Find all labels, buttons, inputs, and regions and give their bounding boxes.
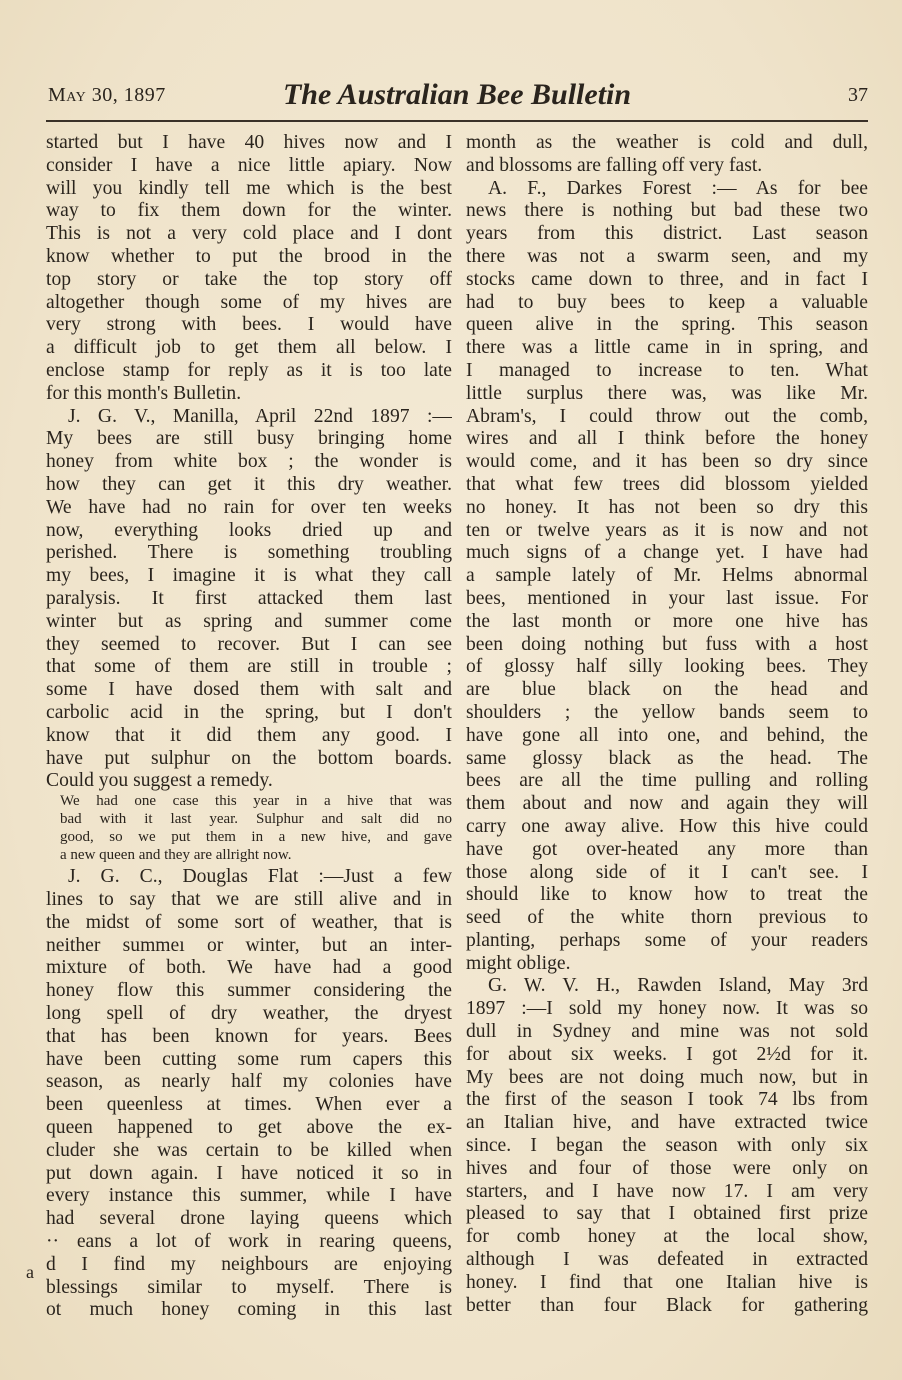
text-line: bees, mentioned in your last issue. For — [466, 587, 868, 609]
text-line: month as the weather is cold and dull, — [466, 132, 868, 153]
text-line: honey. I find that one Italian hive is — [466, 1271, 868, 1293]
text-line: pleased to say that I obtained first prize — [466, 1203, 868, 1225]
text-line: there was not a swarm seen, and my — [466, 245, 868, 267]
text-line: there was a little came in in spring, and — [466, 337, 868, 359]
text-line: the last month or more one hive has — [466, 610, 868, 632]
text-line: those along side of it I can't see. I — [466, 861, 868, 883]
text-line: little surplus there was, was like Mr. — [466, 382, 868, 404]
text-line: a sample lately of Mr. Helms abnormal — [466, 565, 868, 587]
text-line: an Italian hive, and have extracted twice — [466, 1112, 868, 1134]
text-line: cluder she was certain to be killed when — [46, 1139, 452, 1161]
text-line: for comb honey at the local show, — [466, 1226, 868, 1248]
text-line: and blossoms are falling off very fast. — [466, 154, 763, 176]
text-line: ·· eans a lot of work in rearing queens, — [46, 1231, 452, 1253]
text-line: My bees are not doing much now, but in — [466, 1066, 868, 1088]
text-line: been doing nothing but fuss with a host — [466, 633, 868, 655]
text-line: long spell of dry weather, the dryest — [46, 1003, 452, 1025]
text-line: put down again. I have noticed it so in — [46, 1162, 452, 1184]
text-line: for this month's Bulletin. — [46, 382, 242, 404]
text-line: top story or take the top story off — [46, 268, 452, 290]
text-line: some I have dosed them with salt and — [46, 679, 452, 701]
text-line: season, as nearly half my colonies have — [46, 1071, 452, 1093]
text-line: mixture of both. We have had a good — [46, 957, 452, 979]
text-line: although I was defeated in extracted — [466, 1249, 868, 1271]
text-line: way to fix them down for the winter. — [46, 200, 452, 222]
text-line: had several drone laying queens which — [46, 1208, 452, 1230]
text-line: every instance this summer, while I have — [46, 1185, 452, 1207]
text-line: same glossy black as the head. The — [466, 747, 868, 769]
text-line: queen alive in the spring. This season — [466, 314, 868, 336]
left-column — [46, 132, 452, 1322]
text-line: We have had no rain for over ten weeks — [46, 496, 452, 518]
text-line: ot much honey coming in this last — [46, 1299, 452, 1321]
text-line: Abram's, I could throw out the comb, — [466, 405, 868, 427]
text-line: J. G. C., Douglas Flat :—Just a few — [68, 866, 452, 888]
text-line: know that it did them any good. I — [46, 724, 452, 746]
text-line: since. I began the season with only six — [466, 1135, 868, 1157]
text-line: might oblige. — [466, 952, 571, 974]
running-header — [46, 74, 868, 118]
text-line: This is not a very cold place and I dont — [46, 223, 452, 245]
text-line: that has been known for years. Bees — [46, 1025, 452, 1047]
text-line: honey from white box ; the wonder is — [46, 451, 452, 473]
margin-mark: a — [26, 1262, 34, 1282]
text-line: the midst of some sort of weather, that is — [46, 911, 452, 933]
text-line: ten or twelve years as it is now and not — [466, 519, 868, 541]
text-line: had to buy bees to keep a valuable — [466, 291, 868, 313]
text-line: consider I have a nice little apiary. Now — [46, 154, 452, 176]
text-line: better than four Black for gathering — [466, 1294, 868, 1316]
text-line: of glossy half silly looking bees. They — [466, 656, 868, 678]
text-line: been queenless at times. When ever a — [46, 1094, 452, 1116]
text-line: seed of the white thorn previous to — [466, 907, 868, 929]
text-line: for about six weeks. I got 2½d for it. — [466, 1043, 868, 1065]
text-line: shoulders ; the yellow bands seem to — [466, 701, 868, 723]
text-line: very strong with bees. I would have — [46, 314, 452, 336]
text-line: news there is nothing but bad these two — [466, 200, 868, 222]
text-line: them about and now and again they will — [466, 793, 868, 815]
header-date: May 30, 1897 — [48, 84, 166, 106]
text-line: have been cutting some rum capers this — [46, 1048, 452, 1070]
editor-note-line: a new queen and they are allright now. — [60, 846, 292, 863]
text-line: Could you suggest a remedy. — [46, 770, 273, 792]
text-line: queen happened to get above the ex- — [46, 1117, 452, 1139]
text-line: hives and four of those were only on — [466, 1157, 868, 1179]
text-line: perished. There is something troubling — [46, 542, 452, 564]
text-line: no honey. It has not been so dry this — [466, 496, 868, 518]
text-line: how they can get it this dry weather. — [46, 473, 452, 495]
text-line: carbolic acid in the spring, but I don't — [46, 701, 452, 723]
text-line: bees are all the time pulling and rolling — [466, 770, 868, 792]
text-line: know whether to put the brood in the — [46, 245, 452, 267]
text-line: will you kindly tell me which is the best — [46, 177, 452, 199]
text-line: I managed to increase to ten. What — [466, 359, 868, 381]
text-line: have got over-heated any more than — [466, 838, 868, 860]
text-line: a difficult job to get them all below. I — [46, 337, 452, 359]
text-line: the first of the season I took 74 lbs from — [466, 1089, 868, 1111]
text-line: starters, and I have now 17. I am very — [466, 1180, 868, 1202]
text-line: now, everything looks dried up and — [46, 519, 452, 541]
text-line: started but I have 40 hives now and I — [46, 132, 452, 153]
text-line: My bees are still busy bringing home — [46, 428, 452, 450]
text-line: honey flow this summer considering the — [46, 980, 452, 1002]
text-line: dull in Sydney and mine was not sold — [466, 1021, 868, 1043]
page-number: 37 — [848, 84, 868, 106]
text-line: A. F., Darkes Forest :— As for bee — [488, 177, 868, 199]
text-line: enclose stamp for reply as it is too late — [46, 359, 452, 381]
text-line: my bees, I imagine it is what they call — [46, 565, 452, 587]
text-line: winter but as spring and summer come — [46, 610, 452, 632]
text-line: J. G. V., Manilla, April 22nd 1897 :— — [68, 405, 452, 427]
text-line: 1897 :—I sold my honey now. It was so — [466, 998, 868, 1020]
text-line: would come, and it has been so dry since — [466, 451, 868, 473]
text-line: G. W. V. H., Rawden Island, May 3rd — [488, 975, 868, 997]
text-line: should like to know how to treat the — [466, 884, 868, 906]
text-line: stocks came down to three, and in fact I — [466, 268, 868, 290]
text-line: lines to say that we are still alive and in — [46, 889, 452, 911]
text-line: have put sulphur on the bottom boards. — [46, 747, 452, 769]
text-line: carry one away alive. How this hive could — [466, 815, 868, 837]
text-line: d I find my neighbours are enjoying — [46, 1253, 452, 1275]
text-line: altogether though some of my hives are — [46, 291, 452, 313]
header-title: The Australian Bee Bulletin — [282, 78, 632, 111]
editor-note-line: We had one case this year in a hive that was — [60, 793, 452, 810]
text-line: neither summeı or winter, but an inter- — [46, 934, 452, 956]
editor-note-line: good, so we put them in a new hive, and gave — [60, 828, 452, 845]
text-line: planting, perhaps some of your readers — [466, 929, 868, 951]
text-line: are blue black on the head and — [466, 679, 868, 701]
text-line: paralysis. It first attacked them last — [46, 587, 452, 609]
right-column — [466, 132, 868, 1317]
text-line: that some of them are still in trouble ; — [46, 656, 452, 678]
text-line: much signs of a change yet. I have had — [466, 542, 868, 564]
text-line: have gone all into one, and behind, the — [466, 724, 868, 746]
text-line: blessings similar to myself. There is — [46, 1276, 452, 1298]
text-line: years from this district. Last season — [466, 223, 868, 245]
header-rule — [46, 120, 868, 122]
editor-note-line: bad with it last year. Sulphur and salt did no — [60, 810, 452, 827]
text-line: wires and all I think before the honey — [466, 428, 868, 450]
text-line: that what few trees did blossom yielded — [466, 473, 868, 495]
text-line: they seemed to recover. But I can see — [46, 633, 452, 655]
